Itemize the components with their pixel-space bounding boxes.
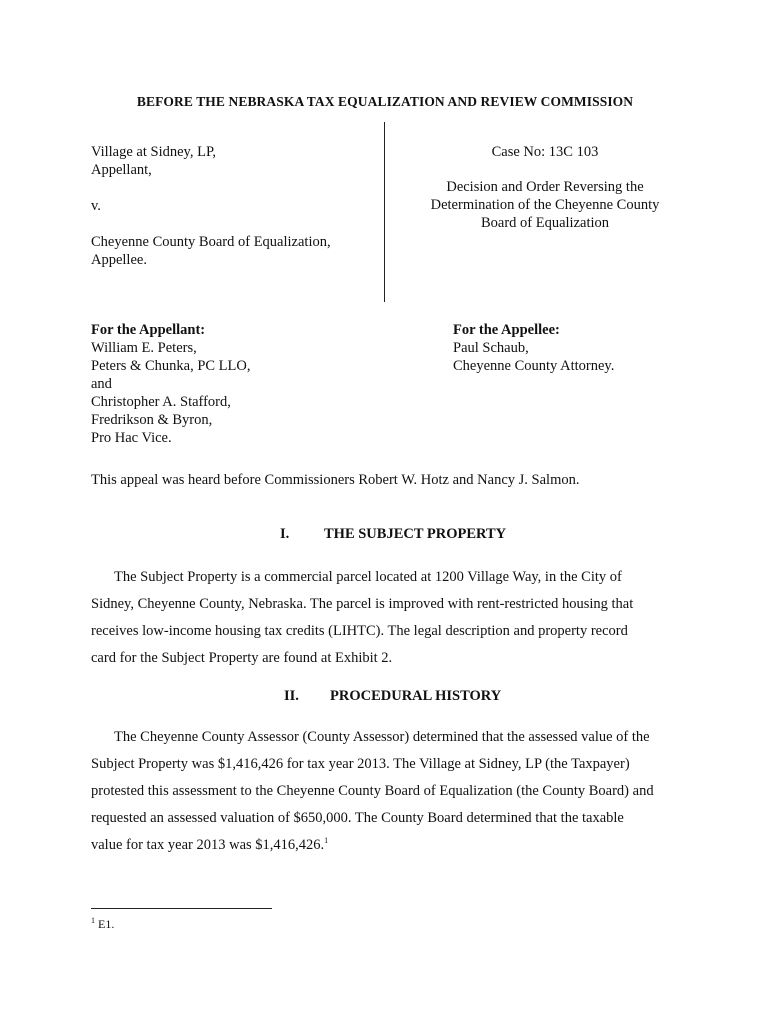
- page-title: BEFORE THE NEBRASKA TAX EQUALIZATION AND REVIEW COMMISSION: [136, 94, 634, 109]
- footnote-divider: [91, 908, 272, 909]
- counsel-line: and: [91, 376, 112, 392]
- footnote-marker: 1: [91, 916, 95, 925]
- counsel-line: Fredrikson & Byron,: [91, 412, 213, 428]
- appellee-role: Appellee.: [91, 252, 147, 268]
- footnote-reference[interactable]: 1: [324, 836, 329, 846]
- paragraph-line: receives low-income housing tax credits (LIHTC). The legal description and property record: [91, 623, 628, 639]
- appellant-counsel: [91, 321, 251, 447]
- paragraph-line: The Subject Property is a commercial parcel located at 1200 Village Way, in the City of: [114, 569, 622, 585]
- paragraph-line: [91, 832, 681, 859]
- appellant-name: Village at Sidney, LP,: [91, 144, 217, 160]
- paragraph-line: Subject Property was $1,416,426 for tax year 2013. The Village at Sidney, LP (the Taxpayer): [91, 756, 630, 772]
- versus: v.: [91, 198, 101, 214]
- appellee-counsel-heading: For the Appellee:: [453, 322, 560, 338]
- appellant-counsel-heading: For the Appellant:: [91, 322, 206, 338]
- case-caption-parties: [91, 143, 371, 269]
- heard-statement: This appeal was heard before Commissioners Robert W. Hotz and Nancy J. Salmon.: [91, 472, 580, 488]
- decision-line: Decision and Order Reversing the: [446, 179, 644, 195]
- section-2-number: II.: [284, 688, 299, 704]
- appellant-role: Appellant,: [91, 162, 152, 178]
- paragraph-line: card for the Subject Property are found at Exhibit 2.: [91, 650, 393, 666]
- paragraph-line: protested this assessment to the Cheyenne County Board of Equalization (the County Board) and: [91, 783, 654, 799]
- last-line-text: value for tax year 2013 was $1,416,426.: [91, 837, 325, 853]
- counsel-line: William E. Peters,: [91, 340, 197, 356]
- paragraph-line: Sidney, Cheyenne County, Nebraska. The parcel is improved with rent-restricted housing that: [91, 596, 634, 612]
- paragraph-line: requested an assessed valuation of $650,000. The County Board determined that the taxable: [91, 810, 624, 826]
- section-2-title: PROCEDURAL HISTORY: [330, 688, 502, 704]
- appellee-counsel: [453, 321, 614, 375]
- decision-title: [400, 178, 690, 232]
- paragraph-line: The Cheyenne County Assessor (County Assessor) determined that the assessed value of the: [114, 729, 650, 745]
- decision-line: Determination of the Cheyenne County: [430, 197, 660, 213]
- section-1-body: [91, 564, 681, 672]
- section-1-number: I.: [280, 526, 290, 542]
- footnote: [91, 917, 114, 932]
- counsel-line: Pro Hac Vice.: [91, 430, 172, 446]
- decision-line: Board of Equalization: [480, 215, 610, 231]
- counsel-line: Cheyenne County Attorney.: [453, 358, 615, 374]
- section-1-title: THE SUBJECT PROPERTY: [324, 526, 507, 542]
- caption-divider: [384, 122, 385, 302]
- counsel-line: Christopher A. Stafford,: [91, 394, 231, 410]
- case-number: Case No: 13C 103: [491, 144, 599, 160]
- footnote-text: E1.: [98, 917, 115, 931]
- counsel-line: Peters & Chunka, PC LLO,: [91, 358, 251, 374]
- section-2-body: [91, 724, 681, 859]
- counsel-line: Paul Schaub,: [453, 340, 529, 356]
- appellee-name: Cheyenne County Board of Equalization,: [91, 234, 331, 250]
